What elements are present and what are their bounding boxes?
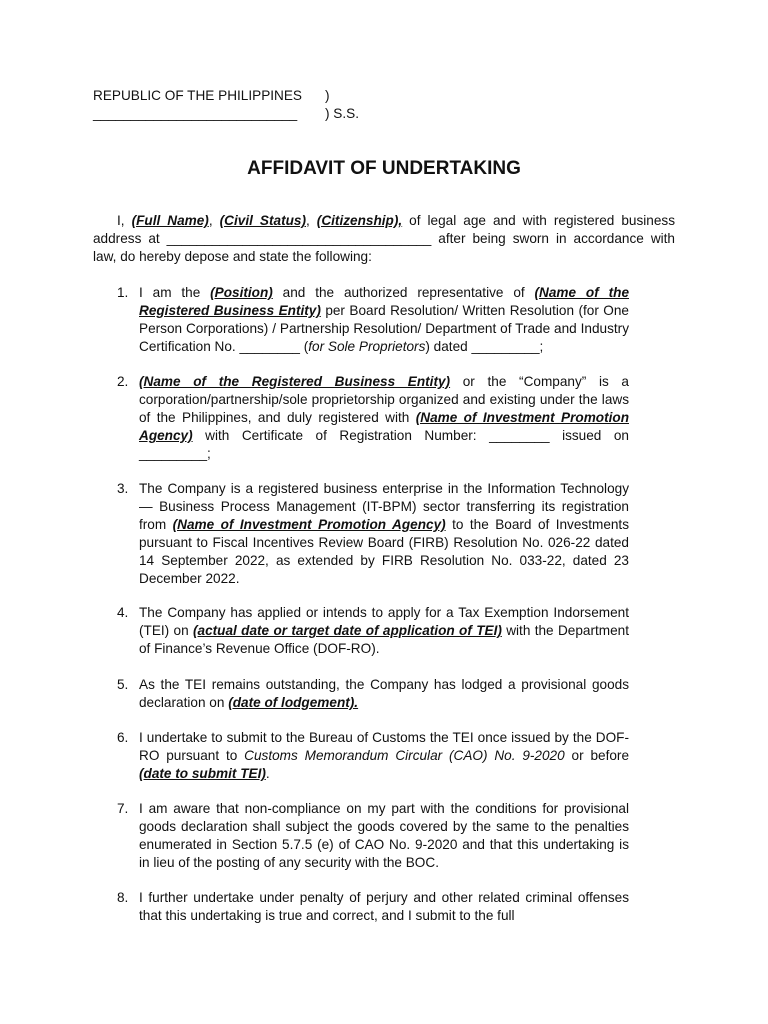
venue-block	[93, 87, 393, 123]
item-text: The Company has applied or intends to apply for a Tax Exemption Indorsement (TEI) on	[139, 605, 629, 638]
list-item-1	[93, 284, 629, 356]
entity-name-field: (Name of the Registered Business Entity)	[139, 374, 451, 389]
intro-text: ,	[305, 213, 317, 228]
lodgement-date-field: (date of lodgement).	[228, 695, 359, 710]
italic-text: for Sole Proprietors	[308, 339, 426, 354]
item-text: with Certificate of Registration Number: ________ issued on _________;	[139, 428, 629, 461]
entity-name-field: (Name of the Registered Business Entity)	[139, 285, 630, 318]
item-number: 1.	[117, 285, 129, 300]
list-item-4	[93, 604, 629, 658]
item-text: to the Board of Investments pursuant to Fiscal Incentives Review Board (FIRB) Resolution No. 026-22 dated 14 September 2022, as extended by FIRB Resolution No. 033-22, dated 23 December 2022.	[139, 517, 630, 586]
submit-date-field: (date to submit TEI)	[139, 766, 266, 781]
item-body	[139, 604, 629, 658]
list-item-8	[93, 889, 629, 925]
ipa-name-field: (Name of Investment Promotion Agency)	[172, 517, 446, 532]
venue-line-2	[93, 105, 393, 123]
item-number: 3.	[117, 481, 129, 496]
item-body	[139, 480, 629, 588]
list-item-2	[93, 373, 629, 463]
item-body	[139, 373, 629, 463]
item-text: or the “Company” is a corporation/partnership/sole proprietorship organized and existing under the laws of the Philippines, and duly registered with	[139, 374, 629, 425]
position-field: (Position)	[210, 285, 273, 300]
item-text: .	[265, 766, 270, 781]
item-text: ) dated _________;	[425, 339, 544, 354]
item-number: 8.	[117, 890, 129, 905]
italic-text: Customs Memorandum Circular (CAO) No. 9-2020	[244, 748, 565, 763]
item-text: and the authorized representative of	[272, 285, 535, 300]
item-text: As the TEI remains outstanding, the Company has lodged a provisional goods declaration on	[139, 677, 629, 710]
item-body	[139, 800, 629, 872]
intro-text: ,	[208, 213, 220, 228]
item-text: with the Department of Finance’s Revenue Office (DOF-RO).	[139, 623, 629, 656]
intro-text: of legal age and with registered business address at ___________________________________ after being sworn in accordance with law, do hereby depose and state the following:	[93, 213, 675, 264]
item-number: 7.	[117, 801, 129, 816]
item-number: 6.	[117, 730, 129, 745]
item-number: 4.	[117, 605, 129, 620]
item-text: I further undertake under penalty of perjury and other related criminal offenses that this undertaking is true and correct, and I submit to the full	[139, 890, 629, 923]
item-text: I am aware that non-compliance on my part with the conditions for provisional goods declaration shall subject the goods covered by the same to the penalties enumerated in Section 5.7.5 (e) of CAO No. 9-2020 and that this undertaking is in lieu of the posting of any security with the BOC.	[139, 801, 629, 870]
document-title: AFFIDAVIT OF UNDERTAKING	[247, 158, 521, 179]
venue-city-blank: ___________________________	[93, 106, 298, 121]
item-body	[139, 889, 629, 925]
full-name-field: (Full Name)	[131, 213, 209, 228]
tei-date-field: (actual date or target date of application of TEI)	[193, 623, 502, 638]
list-item-5	[93, 676, 629, 712]
item-body	[139, 729, 629, 783]
civil-status-field: (Civil Status)	[219, 213, 306, 228]
item-text: The Company is a registered business enterprise in the Information Technology — Business Process Management (IT-BPM) sector transferring its registration from	[139, 481, 629, 532]
intro-paragraph	[93, 212, 675, 266]
list-item-7	[93, 800, 629, 872]
venue-ss: ) S.S.	[325, 106, 359, 121]
item-number: 5.	[117, 677, 129, 692]
item-text: or before	[564, 748, 630, 763]
venue-country: REPUBLIC OF THE PHILIPPINES	[93, 88, 302, 103]
item-body	[139, 676, 629, 712]
intro-text: I,	[117, 213, 132, 228]
item-text: I undertake to submit to the Bureau of Customs the TEI once issued by the DOF-RO pursuant to	[139, 730, 629, 763]
item-body	[139, 284, 629, 356]
item-text: per Board Resolution/ Written Resolution (for One Person Corporations) / Partnership Resolution/ Department of Trade and Industry Certification No. ________ (	[139, 303, 629, 354]
item-number: 2.	[117, 374, 129, 389]
item-text: I am the	[139, 285, 211, 300]
citizenship-field: (Citizenship),	[316, 213, 403, 228]
list-item-6	[93, 729, 629, 783]
venue-paren-1: )	[325, 88, 330, 103]
ipa-name-field: (Name of Investment Promotion Agency)	[139, 410, 629, 443]
venue-line-1	[93, 87, 393, 105]
list-item-3	[93, 480, 629, 588]
